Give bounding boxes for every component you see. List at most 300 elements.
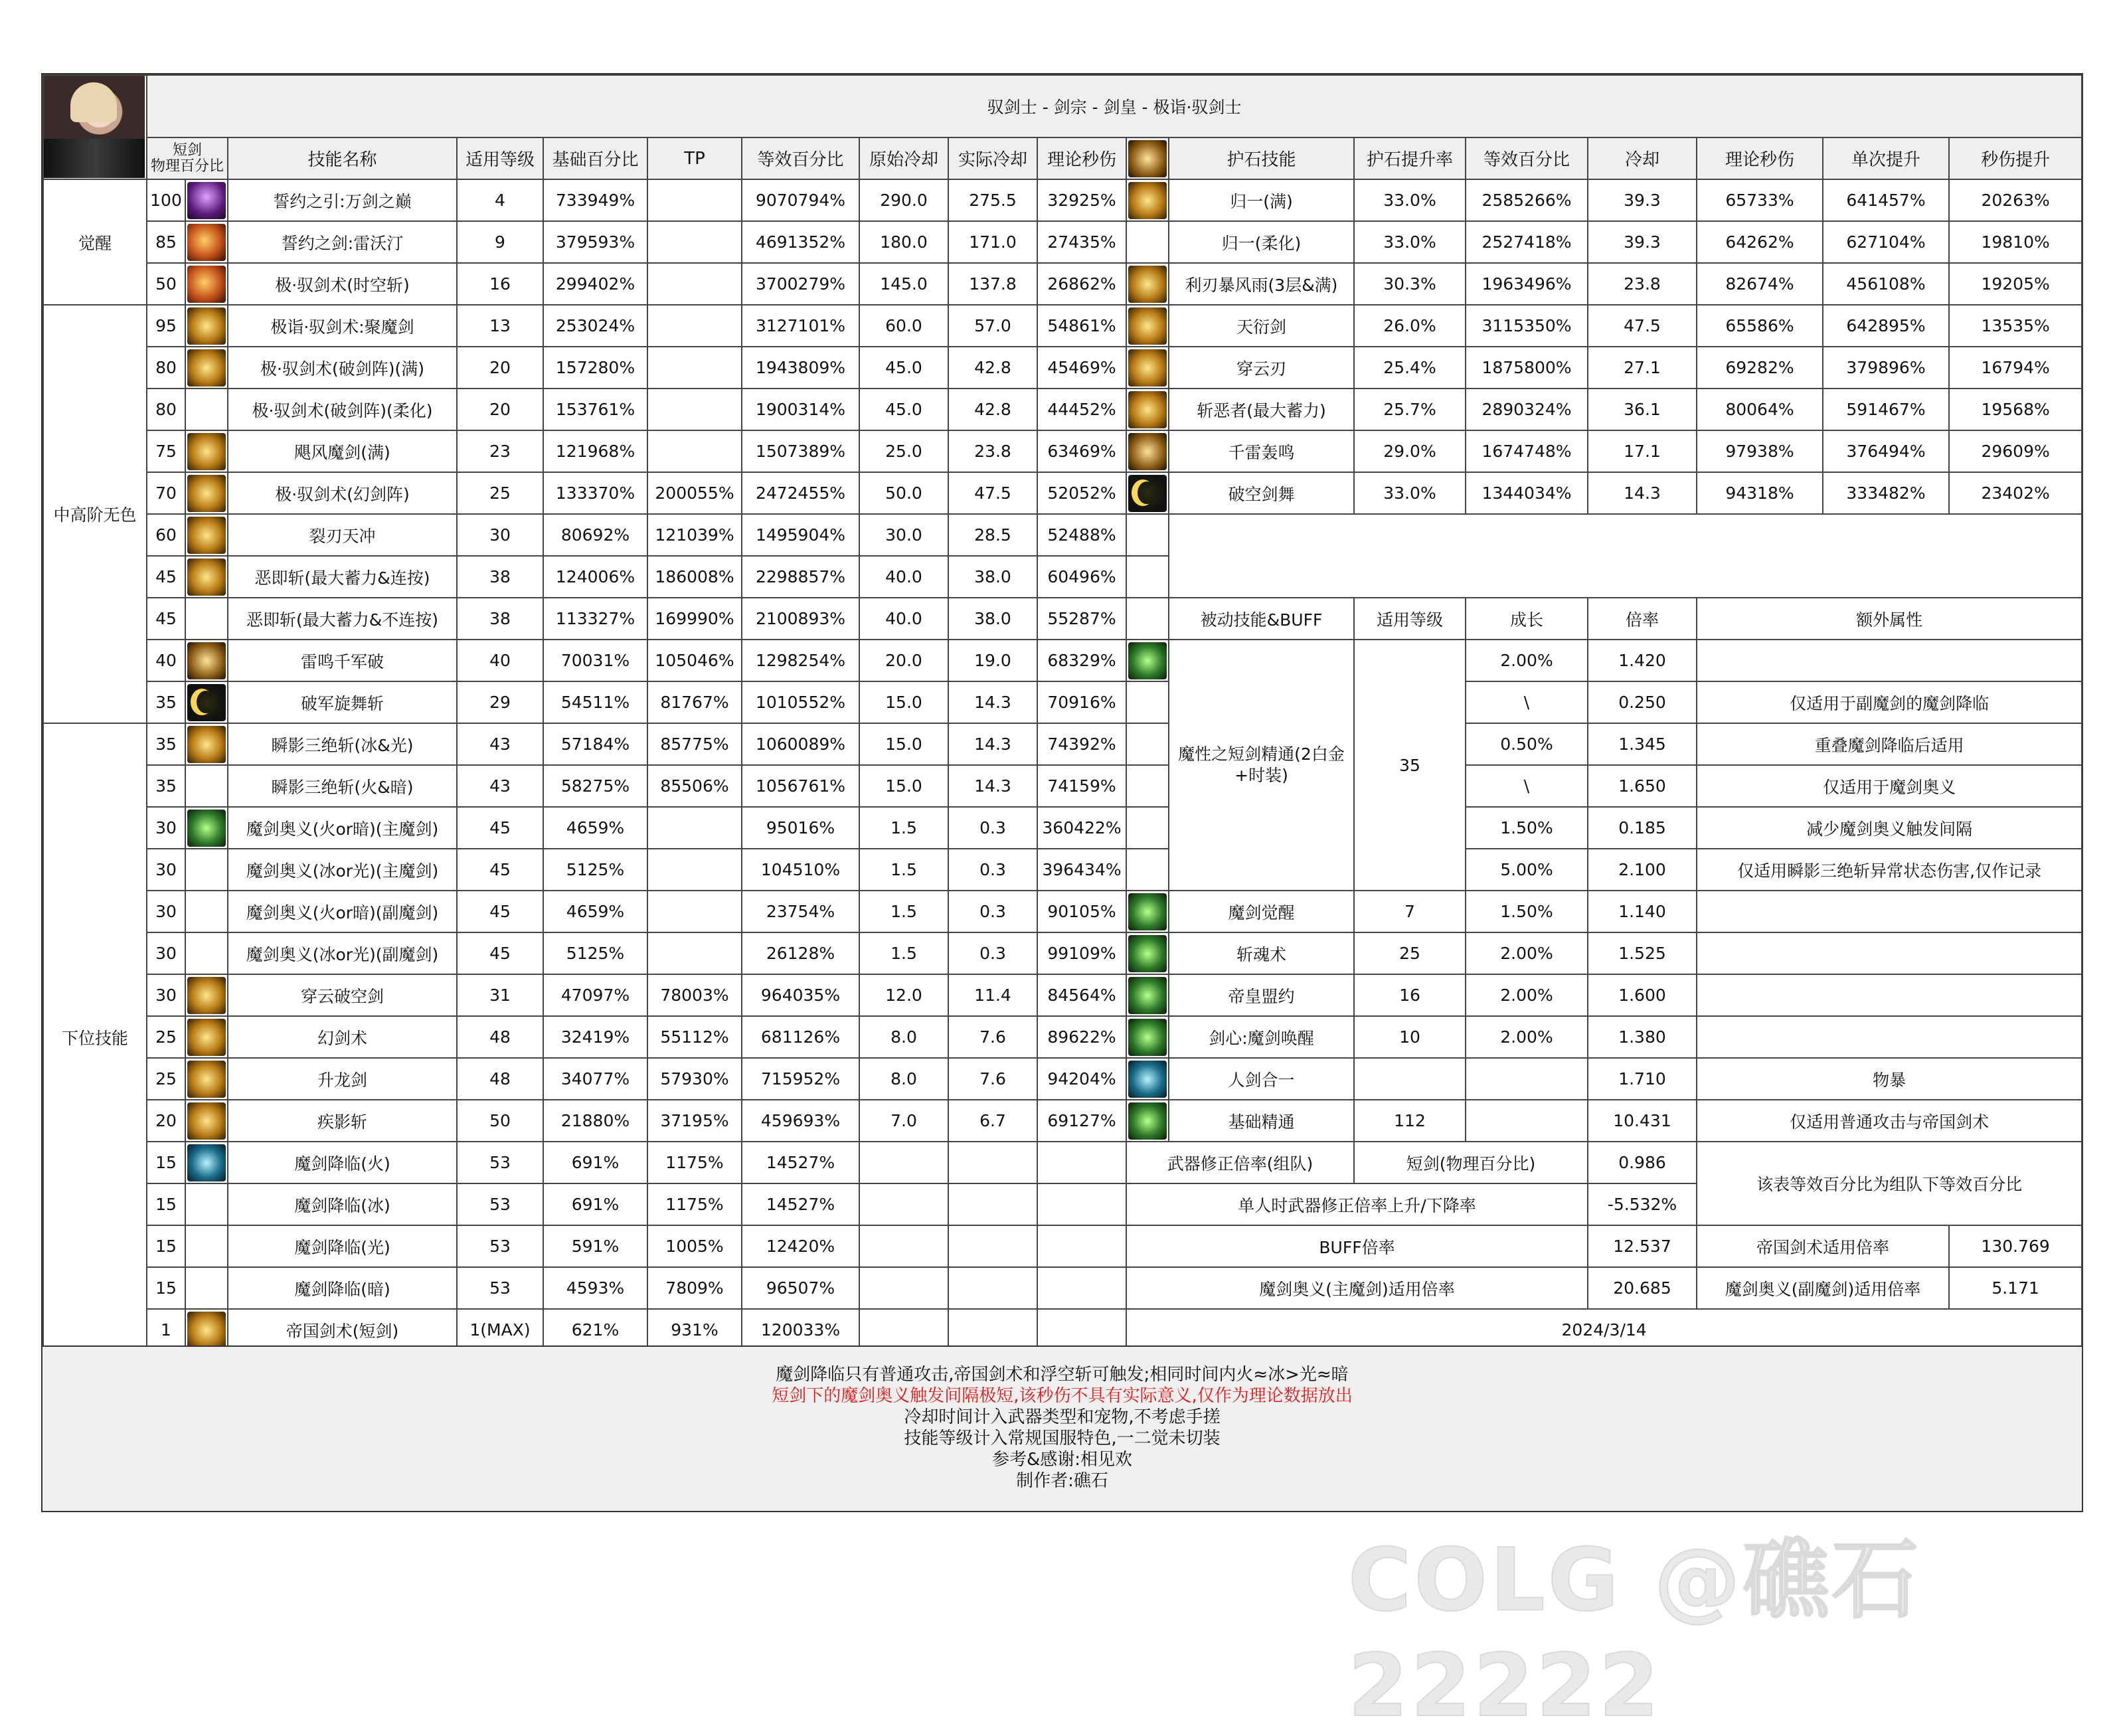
stone-cd: 17.1 xyxy=(1588,430,1697,472)
equiv-pct: 96507% xyxy=(742,1267,859,1309)
passive-growth: \ xyxy=(1466,681,1588,723)
skill-name: 魔剑降临(火) xyxy=(228,1142,457,1183)
passive-name: 斩魂术 xyxy=(1169,932,1354,974)
tp-pct xyxy=(647,849,742,891)
buff-label: BUFF倍率 xyxy=(1126,1225,1588,1267)
icon-cell xyxy=(185,347,228,389)
dps: 55287% xyxy=(1037,598,1126,640)
icon-cell xyxy=(185,1309,228,1351)
character-avatar-cell xyxy=(43,75,147,179)
skill-name: 裂刃天冲 xyxy=(228,514,457,556)
note-warning: 短剑下的魔剑奥义触发间隔极短,该秒伤不具有实际意义,仅作为理论数据放出 xyxy=(772,1386,1353,1406)
equiv-pct: 1060089% xyxy=(742,723,859,765)
passive-extra xyxy=(1697,1016,2082,1058)
skill-level: 48 xyxy=(457,1058,543,1100)
orig-cd: 1.5 xyxy=(859,849,948,891)
weapon-pct: 80 xyxy=(147,389,185,430)
table-row xyxy=(43,347,2082,389)
dps: 68329% xyxy=(1037,640,1126,681)
base-pct: 54511% xyxy=(543,681,647,723)
real-cd: 38.0 xyxy=(948,598,1037,640)
tp-pct: 85506% xyxy=(647,765,742,807)
equiv-pct: 104510% xyxy=(742,849,859,891)
skill-level: 53 xyxy=(457,1183,543,1225)
passive-icon xyxy=(1128,977,1167,1014)
base-pct: 80692% xyxy=(543,514,647,556)
dps: 89622% xyxy=(1037,1016,1126,1058)
passive-extra xyxy=(1697,891,2082,932)
stone-single-gain: 376494% xyxy=(1823,430,1949,472)
weapon-pct: 30 xyxy=(147,891,185,932)
skill-level: 4 xyxy=(457,179,543,221)
icon-cell xyxy=(1126,263,1169,305)
base-pct: 621% xyxy=(543,1309,647,1351)
orig-cd: 45.0 xyxy=(859,389,948,430)
weapon-pct: 25 xyxy=(147,1058,185,1100)
orig-cd: 180.0 xyxy=(859,221,948,263)
dps: 54861% xyxy=(1037,305,1126,347)
dps: 63469% xyxy=(1037,430,1126,472)
real-cd: 171.0 xyxy=(948,221,1037,263)
empty-icon-cell xyxy=(1126,723,1169,765)
skill-level: 13 xyxy=(457,305,543,347)
equiv-pct: 12420% xyxy=(742,1225,859,1267)
passive-growth: 2.00% xyxy=(1466,974,1588,1016)
passive-mult: 1.650 xyxy=(1588,765,1697,807)
equiv-pct: 459693% xyxy=(742,1100,859,1142)
equiv-pct: 9070794% xyxy=(742,179,859,221)
icon-cell xyxy=(1126,640,1169,681)
table-row xyxy=(43,640,2082,681)
stone-single-gain: 456108% xyxy=(1823,263,1949,305)
icon-cell xyxy=(185,179,228,221)
passive-level: 10 xyxy=(1354,1016,1466,1058)
passive-extra: 仅适用瞬影三绝斩异常状态伤害,仅作记录 xyxy=(1697,849,2082,891)
tp-pct: 1175% xyxy=(647,1183,742,1225)
stone-icon xyxy=(1128,433,1167,470)
passive-growth: \ xyxy=(1466,765,1588,807)
icon-cell xyxy=(185,1016,228,1058)
stone-dps-gain: 20263% xyxy=(1949,179,2082,221)
passive-mult: 0.250 xyxy=(1588,681,1697,723)
base-pct: 113327% xyxy=(543,598,647,640)
tp-pct xyxy=(647,430,742,472)
table-row xyxy=(43,263,2082,305)
dps: 360422% xyxy=(1037,807,1126,849)
orig-cd: 290.0 xyxy=(859,179,948,221)
passive-extra xyxy=(1697,974,2082,1016)
notes-panel xyxy=(42,1345,2082,1511)
icon-cell xyxy=(185,1267,228,1309)
stone-equiv: 3115350% xyxy=(1466,305,1588,347)
tp-pct xyxy=(647,932,742,974)
real-cd: 0.3 xyxy=(948,849,1037,891)
passive-magic-level: 35 xyxy=(1354,640,1466,891)
weapon-pct: 15 xyxy=(147,1183,185,1225)
passive-growth: 1.50% xyxy=(1466,891,1588,932)
passive-extra: 仅适用普通攻击与帝国剑术 xyxy=(1697,1100,2082,1142)
tp-pct: 78003% xyxy=(647,974,742,1016)
weapon-pct: 40 xyxy=(147,640,185,681)
base-pct: 4659% xyxy=(543,807,647,849)
dps xyxy=(1037,1309,1126,1351)
dps: 60496% xyxy=(1037,556,1126,598)
icon-cell xyxy=(185,932,228,974)
stone-cd: 39.3 xyxy=(1588,221,1697,263)
skill-level: 50 xyxy=(457,1100,543,1142)
stone-rate: 33.0% xyxy=(1354,221,1466,263)
table-row xyxy=(43,1225,2082,1267)
base-pct: 153761% xyxy=(543,389,647,430)
stone-skill-name: 归一(满) xyxy=(1169,179,1354,221)
stone-dps-gain: 16794% xyxy=(1949,347,2082,389)
weapon-pct: 30 xyxy=(147,974,185,1016)
passive-name: 人剑合一 xyxy=(1169,1058,1354,1100)
equiv-pct: 1507389% xyxy=(742,430,859,472)
weapon-pct: 15 xyxy=(147,1225,185,1267)
skill-icon xyxy=(187,433,226,470)
passive-mult: 2.100 xyxy=(1588,849,1697,891)
icon-cell xyxy=(1126,347,1169,389)
weapon-pct: 70 xyxy=(147,472,185,514)
weapon-pct: 1 xyxy=(147,1309,185,1351)
table-row xyxy=(43,723,2082,765)
real-cd: 42.8 xyxy=(948,389,1037,430)
stone-equiv: 2890324% xyxy=(1466,389,1588,430)
dagger-mastery-icon xyxy=(1128,642,1167,679)
passive-name: 剑心:魔剑唤醒 xyxy=(1169,1016,1354,1058)
stone-dps-gain: 13535% xyxy=(1949,305,2082,347)
equiv-pct: 1298254% xyxy=(742,640,859,681)
passive-col-mult: 倍率 xyxy=(1588,598,1697,640)
empty-icon-cell xyxy=(1126,849,1169,891)
table-row xyxy=(43,430,2082,472)
equiv-pct: 1943809% xyxy=(742,347,859,389)
weapon-pct: 60 xyxy=(147,514,185,556)
skill-level: 9 xyxy=(457,221,543,263)
table-row xyxy=(43,1309,2082,1351)
icon-cell xyxy=(1126,1100,1169,1142)
tp-pct: 931% xyxy=(647,1309,742,1351)
skill-icon xyxy=(187,684,226,721)
equiv-pct: 120033% xyxy=(742,1309,859,1351)
table-row xyxy=(43,681,2082,723)
base-pct: 5125% xyxy=(543,932,647,974)
weapon-pct: 35 xyxy=(147,723,185,765)
stone-single-gain: 641457% xyxy=(1823,179,1949,221)
base-pct: 253024% xyxy=(543,305,647,347)
real-cd: 19.0 xyxy=(948,640,1037,681)
stone-dps: 97938% xyxy=(1697,430,1823,472)
skill-icon xyxy=(187,307,226,345)
weapon-pct: 50 xyxy=(147,263,185,305)
skill-icon xyxy=(187,517,226,554)
stone-dps-gain: 23402% xyxy=(1949,472,2082,514)
note-line: 冷却时间计入武器类型和宠物,不考虑手搓 xyxy=(904,1407,1221,1427)
skill-sheet xyxy=(41,73,2083,1512)
col-single-gain: 单次提升 xyxy=(1823,137,1949,179)
real-cd: 7.6 xyxy=(948,1016,1037,1058)
real-cd: 14.3 xyxy=(948,723,1037,765)
weapon-fix-label: 武器修正倍率(组队) xyxy=(1126,1142,1354,1183)
passive-level: 25 xyxy=(1354,932,1466,974)
passive-col-growth: 成长 xyxy=(1466,598,1588,640)
equiv-pct: 23754% xyxy=(742,891,859,932)
weapon-pct-header xyxy=(147,137,228,179)
table-row xyxy=(43,598,2082,640)
passive-growth: 1.50% xyxy=(1466,807,1588,849)
stone-skill-name: 斩恶者(最大蓄力) xyxy=(1169,389,1354,430)
real-cd: 11.4 xyxy=(948,974,1037,1016)
passive-magic-name: 魔性之短剑精通(2白金+时装) xyxy=(1169,640,1354,891)
stone-rate: 30.3% xyxy=(1354,263,1466,305)
sub-sword-label: 魔剑奥义(副魔剑)适用倍率 xyxy=(1697,1267,1949,1309)
skill-name: 誓约之引:万剑之巅 xyxy=(228,179,457,221)
dps: 396434% xyxy=(1037,849,1126,891)
passive-mult: 10.431 xyxy=(1588,1100,1697,1142)
icon-cell xyxy=(185,472,228,514)
orig-cd: 45.0 xyxy=(859,347,948,389)
passive-icon xyxy=(1128,935,1167,972)
passive-col-name: 被动技能&BUFF xyxy=(1169,598,1354,640)
base-pct: 157280% xyxy=(543,347,647,389)
main-sword-label: 魔剑奥义(主魔剑)适用倍率 xyxy=(1126,1267,1588,1309)
base-pct: 691% xyxy=(543,1183,647,1225)
skill-name: 飓风魔剑(满) xyxy=(228,430,457,472)
table-row xyxy=(43,514,2082,556)
passive-mult: 1.380 xyxy=(1588,1016,1697,1058)
col-stone-skill: 护石技能 xyxy=(1169,137,1354,179)
note-credits: 参考&感谢:相见欢 xyxy=(991,1450,1133,1470)
orig-cd: 8.0 xyxy=(859,1016,948,1058)
equiv-pct: 2298857% xyxy=(742,556,859,598)
orig-cd xyxy=(859,1225,948,1267)
dps: 99109% xyxy=(1037,932,1126,974)
table-row xyxy=(43,1058,2082,1100)
passive-icon xyxy=(1128,1061,1167,1098)
skill-icon xyxy=(187,1144,226,1181)
icon-cell xyxy=(1126,430,1169,472)
date-cell: 2024/3/14 xyxy=(1126,1309,2082,1351)
weapon-pct: 45 xyxy=(147,598,185,640)
stone-equiv: 1875800% xyxy=(1466,347,1588,389)
passive-extra: 物暴 xyxy=(1697,1058,2082,1100)
passive-name: 魔剑觉醒 xyxy=(1169,891,1354,932)
stone-single-gain: 379896% xyxy=(1823,347,1949,389)
orig-cd: 50.0 xyxy=(859,472,948,514)
tp-pct: 85775% xyxy=(647,723,742,765)
icon-cell xyxy=(185,974,228,1016)
weapon-pct: 25 xyxy=(147,1016,185,1058)
table-row xyxy=(43,221,2082,263)
icon-cell xyxy=(185,681,228,723)
skill-level: 25 xyxy=(457,472,543,514)
dps: 44452% xyxy=(1037,389,1126,430)
table-row xyxy=(43,1267,2082,1309)
passive-mult: 1.525 xyxy=(1588,932,1697,974)
group-low: 下位技能 xyxy=(43,723,147,1351)
table-row xyxy=(43,389,2082,430)
sub-sword-value: 5.171 xyxy=(1949,1267,2082,1309)
tp-pct: 37195% xyxy=(647,1100,742,1142)
weapon-pct: 35 xyxy=(147,765,185,807)
dps: 27435% xyxy=(1037,221,1126,263)
skill-name: 恶即斩(最大蓄力&不连按) xyxy=(228,598,457,640)
orig-cd: 25.0 xyxy=(859,430,948,472)
skill-name: 穿云破空剑 xyxy=(228,974,457,1016)
skill-icon xyxy=(187,1102,226,1140)
orig-cd: 60.0 xyxy=(859,305,948,347)
passive-name: 帝皇盟约 xyxy=(1169,974,1354,1016)
equiv-pct: 715952% xyxy=(742,1058,859,1100)
icon-cell xyxy=(1126,389,1169,430)
passive-growth: 2.00% xyxy=(1466,640,1588,681)
icon-cell xyxy=(185,849,228,891)
tp-pct xyxy=(647,389,742,430)
orig-cd: 12.0 xyxy=(859,974,948,1016)
solo-fix-value: -5.532% xyxy=(1588,1183,1697,1225)
icon-cell xyxy=(185,263,228,305)
icon-cell xyxy=(1126,221,1169,263)
skill-level: 20 xyxy=(457,389,543,430)
icon-cell xyxy=(185,1183,228,1225)
passive-extra: 重叠魔剑降临后适用 xyxy=(1697,723,2082,765)
weapon-pct: 15 xyxy=(147,1142,185,1183)
skill-table xyxy=(42,74,2082,1351)
tp-pct: 1175% xyxy=(647,1142,742,1183)
weapon-pct: 85 xyxy=(147,221,185,263)
skill-name: 瞬影三绝斩(火&暗) xyxy=(228,765,457,807)
stone-icon xyxy=(1128,475,1167,512)
base-pct: 379593% xyxy=(543,221,647,263)
icon-cell xyxy=(185,891,228,932)
passive-extra: 仅适用于魔剑奥义 xyxy=(1697,765,2082,807)
real-cd: 0.3 xyxy=(948,807,1037,849)
orig-cd: 7.0 xyxy=(859,1100,948,1142)
equiv-pct: 1495904% xyxy=(742,514,859,556)
skill-level: 48 xyxy=(457,1016,543,1058)
skill-icon xyxy=(187,977,226,1014)
stone-dps: 82674% xyxy=(1697,263,1823,305)
stone-skill-name: 归一(柔化) xyxy=(1169,221,1354,263)
col-dps-gain: 秒伤提升 xyxy=(1949,137,2082,179)
equiv-pct: 4691352% xyxy=(742,221,859,263)
note-author: 制作者:礁石 xyxy=(1016,1471,1108,1491)
tp-pct: 200055% xyxy=(647,472,742,514)
equiv-pct: 14527% xyxy=(742,1183,859,1225)
passive-growth: 2.00% xyxy=(1466,1016,1588,1058)
base-pct: 299402% xyxy=(543,263,647,305)
col-orig-cd: 原始冷却 xyxy=(859,137,948,179)
real-cd: 57.0 xyxy=(948,305,1037,347)
note-line: 魔剑降临只有普通攻击,帝国剑术和浮空斩可触发;相同时间内火≈冰>光≈暗 xyxy=(776,1365,1349,1385)
weapon-fix-value: 0.986 xyxy=(1588,1142,1697,1183)
empty-icon-cell xyxy=(1126,681,1169,723)
col-skill-name: 技能名称 xyxy=(228,137,457,179)
orig-cd xyxy=(859,1142,948,1183)
dps xyxy=(1037,1225,1126,1267)
icon-cell xyxy=(1126,974,1169,1016)
equiv-pct: 3700279% xyxy=(742,263,859,305)
equiv-pct: 2100893% xyxy=(742,598,859,640)
dps: 74159% xyxy=(1037,765,1126,807)
skill-level: 45 xyxy=(457,932,543,974)
skill-icon xyxy=(187,475,226,512)
icon-cell xyxy=(185,1225,228,1267)
weapon-pct: 30 xyxy=(147,932,185,974)
stone-equiv: 2527418% xyxy=(1466,221,1588,263)
skill-level: 20 xyxy=(457,347,543,389)
equiv-pct: 1056761% xyxy=(742,765,859,807)
col-equiv-pct: 等效百分比 xyxy=(742,137,859,179)
base-pct: 47097% xyxy=(543,974,647,1016)
passive-extra: 仅适用于副魔剑的魔剑降临 xyxy=(1697,681,2082,723)
table-row xyxy=(43,1142,2082,1183)
stone-rate: 33.0% xyxy=(1354,472,1466,514)
base-pct: 21880% xyxy=(543,1100,647,1142)
table-row xyxy=(43,891,2082,932)
stone-rate: 25.4% xyxy=(1354,347,1466,389)
stone-skill-name: 破空剑舞 xyxy=(1169,472,1354,514)
skill-icon xyxy=(187,1312,226,1349)
skill-name: 极诣·驭剑术:聚魔剑 xyxy=(228,305,457,347)
orig-cd: 145.0 xyxy=(859,263,948,305)
dps xyxy=(1037,1183,1126,1225)
skill-icon xyxy=(187,182,226,219)
table-row xyxy=(43,849,2082,891)
dps: 26862% xyxy=(1037,263,1126,305)
base-pct: 4593% xyxy=(543,1267,647,1309)
blank-area xyxy=(1169,514,2082,598)
stone-dps-gain: 19568% xyxy=(1949,389,2082,430)
stone-icon xyxy=(1128,182,1167,219)
real-cd: 38.0 xyxy=(948,556,1037,598)
stone-skill-name: 利刃暴风雨(3层&满) xyxy=(1169,263,1354,305)
solo-fix-label: 单人时武器修正倍率上升/下降率 xyxy=(1126,1183,1588,1225)
passive-mult: 0.185 xyxy=(1588,807,1697,849)
col-stone-dps: 理论秒伤 xyxy=(1697,137,1823,179)
stone-icon xyxy=(1128,349,1167,387)
col-dps: 理论秒伤 xyxy=(1037,137,1126,179)
passive-growth: 5.00% xyxy=(1466,849,1588,891)
stone-equiv: 1674748% xyxy=(1466,430,1588,472)
tp-pct: 105046% xyxy=(647,640,742,681)
weapon-pct: 80 xyxy=(147,347,185,389)
skill-name: 帝国剑术(短剑) xyxy=(228,1309,457,1351)
passive-level: 16 xyxy=(1354,974,1466,1016)
stone-cd: 27.1 xyxy=(1588,347,1697,389)
empty-icon-cell xyxy=(1126,807,1169,849)
stone-dps-gain: 19205% xyxy=(1949,263,2082,305)
sheet-title: 驭剑士 - 剑宗 - 剑皇 - 极诣·驭剑士 xyxy=(147,75,2082,137)
skill-name: 破军旋舞斩 xyxy=(228,681,457,723)
base-pct: 591% xyxy=(543,1225,647,1267)
real-cd: 42.8 xyxy=(948,347,1037,389)
dps: 70916% xyxy=(1037,681,1126,723)
stone-rate: 33.0% xyxy=(1354,179,1466,221)
orig-cd: 20.0 xyxy=(859,640,948,681)
icon-cell xyxy=(185,723,228,765)
skill-icon xyxy=(187,1061,226,1098)
orig-cd xyxy=(859,1267,948,1309)
dps: 94204% xyxy=(1037,1058,1126,1100)
weapon-pct: 20 xyxy=(147,1100,185,1142)
icon-cell xyxy=(185,430,228,472)
icon-cell xyxy=(185,640,228,681)
skill-level: 53 xyxy=(457,1142,543,1183)
table-row xyxy=(43,974,2082,1016)
dps: 32925% xyxy=(1037,179,1126,221)
